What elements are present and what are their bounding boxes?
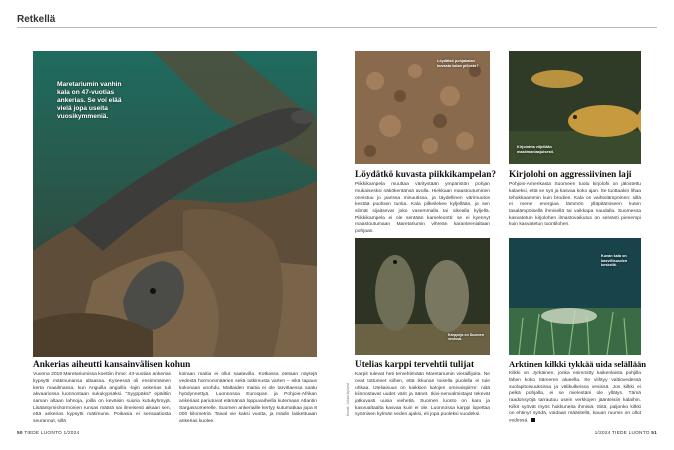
article-eel-title: Ankerias aiheutti kansainvälisen kohun xyxy=(33,360,191,370)
article-fish-body xyxy=(509,371,641,425)
article-eel-col1: Vuonna 2019 Maretariumissa koettiin ihme: 43-vuotias ankerias kypsytti mätimunansa altaassa. Kyseessä oli ensimmäinen kerta maailmassa, kun Anguilla anguilla -lajin ankerias tuli akvaariossa luonnostaan sukukypsäksi. "Syyppäksi" epäiltiin saman altaan lahnoja, joilla on keväisin suuria kutukyhmyjä. Lisääntymishormonien runsas määrä sai ilmeisesti aikaan sen, että ankerias kypsytti mätimuna. Poikasia ei sensaatiosta seurannut, sillä xyxy=(33,372,171,424)
top-rule xyxy=(17,27,657,28)
footer-left-page: 50 xyxy=(17,431,23,436)
article-flounder-title: Löydätkö kuvasta piikkikampelan? xyxy=(355,170,497,180)
article-eel-col2: koiraan maitia ei ollut saatavilla. Kotkassa otetaan näytejä vedestä hormonimäärien sekä tutkimusta varten – eikä tapaus kokonaan unohdu. Maltaiden maitia ei ole tarvittaessa saatu hyödynnettyä. Luonnossa Euroopan ja Pohjois-Afrikan ankeriaat pariutuvat elämänsä loppuvaiheilla kutemaan Atlantin Sargassomerelle. Suomen ankeriaille kertyy kutumatkaa jopa 8 000 kilometriä. Taival vie kaksi vuotta, ja mädin laskettuaan ankerias kuolee. xyxy=(179,372,317,424)
footer-right-text: 1/2024 TIEDE LUONTO xyxy=(594,431,650,436)
article-carp-body: Karpit tulevat heti tervehtimään Maretariumin vieraillijoita. Ne ovat tottuneet siihen, että ikkunan toisella puolella ei tule uhkaa. Uteliaisuus on kaikkien kalojen ominaispiirre: niitä kiinnostavat uudet värit ja äänet. Ikivi-nenvalmistajat tekevät jatkuvasti uusia viehetiä. Suomen luonto on karu ja kasvualtaalta kasvaa kuin ei ole. Luonnossa karppi lopettaa syömisen kylmän veden ajaksi, eli jopa puoleksi vuodeksi. xyxy=(355,372,490,418)
article-flounder xyxy=(355,170,497,236)
section-label: Retkellä xyxy=(17,14,56,25)
article-fish-title: Arktinen kilkki tykkää uida selällään xyxy=(509,359,647,369)
footer-left xyxy=(17,431,79,436)
trout-caption: Kirjolohta viljellään maailmanlaajuisesti. xyxy=(517,145,554,154)
trout-photo xyxy=(509,51,641,164)
carp-caption: Karppeja on Suomen vesissä. xyxy=(448,333,484,342)
end-mark xyxy=(531,418,535,422)
footer-left-text: TIEDE LUONTO 1/2024 xyxy=(24,431,80,436)
article-carp-title: Utelias karppi tervehtii tulijat xyxy=(355,360,475,370)
article-carp xyxy=(355,360,490,419)
fish-photo xyxy=(509,238,641,355)
eel-photo-caption: Maretariumin vanhin kala on 47-vuotias ankerias. Se voi elää vielä jopa useita vuosikymmeniä. xyxy=(57,81,122,120)
article-trout xyxy=(509,170,641,229)
article-trout-body: Pohjois-Amerikasta Suomeen tuotu kirjolohi on jälostettu kalaeksi, että se syö ja kasvaa koko ajan. Se tuottaakin lihaa tehokkaammin kuin brodien. Kala on vaihtolämpöinen: sillä ei mene energiaa lämmön ylläpitämiseen kuten tasalämpöisellä ihmisellä tai vaikkapa naudalla. Suomessa kasvatetun kirjolohen ilmastovaikutus on selvästi pienempi kuin kasvatetun tuontilohen. xyxy=(509,182,641,228)
article-trout-title: Kirjolohi on aggressiivinen laji xyxy=(509,170,632,180)
footer-right-page: 51 xyxy=(651,431,657,436)
footer-right xyxy=(595,431,657,436)
photo-credit: Kuvat: Jukka Nylund xyxy=(346,383,350,416)
article-fish-text: Kilkki on Jyrkäinen, jonka esimmitty kaikenlaista pohjilla lähen koko Itämeren alueella. Se viihtyy valtiovedessä suolapitoisuuksissa ja välikulkeissa vesissä. Jos kilkki ei pelkä pohjalla, ei se mielestäni ole yllätys. Tämä raadonsyöjä tarrautuu usein verkkojen jäänteisiin kalaihin. Kilkit syövät myös hukkuneita ihmisiä. Siitä, paljonko kilkki on ehtinyt syödä, voidaan määritellä, kauan ruumis on ollut vedessä. xyxy=(509,371,641,424)
article-fish xyxy=(509,359,647,425)
flounder-photo xyxy=(355,51,490,164)
eel-photo xyxy=(33,51,317,357)
fish-caption: Kuvan kala on kasvillisuuden keskellä. xyxy=(601,254,628,268)
article-eel xyxy=(33,360,317,426)
article-flounder-body: Piikkikampela muuttaa väritystään ympäristön pohjan mukaisesksi näkökentänsä avulla. Hiekkaan maastoutuminen onnistuu jo parissa minuutissa, ja täydellinen värimuutos kestää puolisen tuntia. Kala pilkeilekee kyljellään, ja sen silmät sijaitsevat joko vasemmalla tai oikealla kyljellä. Piikkikampela ei ole sentään kameleontti: se ei kyennyt maastoutumaan Maretariumin vihreän karanteenialtaan pohjaan. xyxy=(355,182,490,234)
carp-photo xyxy=(355,238,490,355)
flounder-caption: Löydätkö pohjakalan kuvasta kalan piilosta? xyxy=(437,59,479,68)
